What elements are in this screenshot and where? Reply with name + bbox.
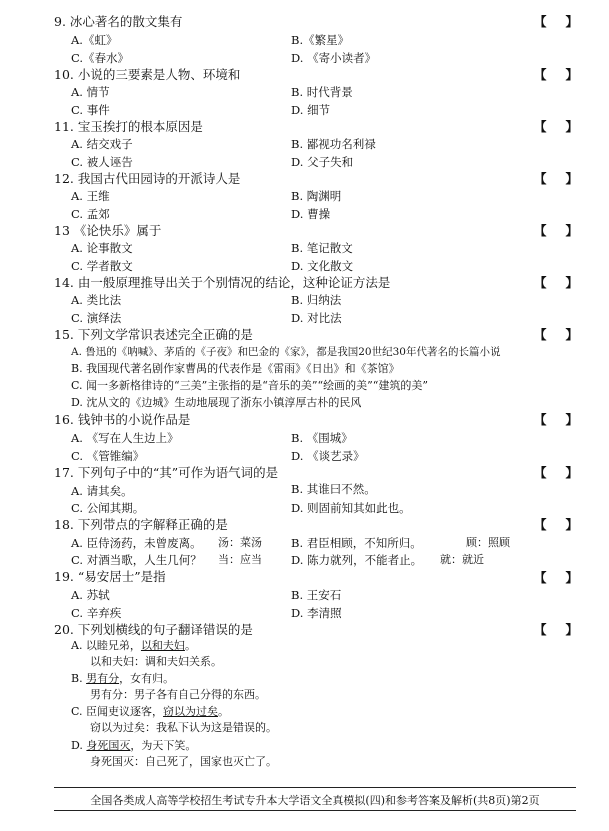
answer-bracket-11[interactable]: 【 】	[534, 119, 578, 134]
q12-option-b: B. 陶渊明	[291, 189, 342, 203]
q15-option-a: A. 鲁迅的《呐喊》、茅盾的《子夜》和巴金的《家》，都是我国20世纪30年代著名的长篇小说	[71, 346, 501, 358]
question-14-stem: 14. 由一般原理推导出关于个别情况的结论，这种论证方法是	[54, 275, 391, 290]
answer-bracket-18[interactable]: 【 】	[534, 517, 578, 532]
q20-option-a: A. 以睦兄弟，以和夫妇。	[71, 639, 196, 652]
q17-option-d: D. 则固前知其如此也。	[291, 501, 411, 515]
q17-option-c: C. 公闻其期。	[71, 501, 145, 515]
q20-translation-a: 以和夫妇：调和夫妇关系。	[90, 655, 222, 668]
q20-translation-c: 窃以为过矣：我私下认为这是错误的。	[90, 721, 277, 734]
q15-option-c: C. 闻一多新格律诗的“三美”主张指的是“音乐的美”“绘画的美”“建筑的美”	[71, 379, 429, 392]
question-20-stem: 20. 下列划横线的句子翻译错误的是	[54, 622, 253, 637]
q20-option-d: D. 身死国灭，为天下笑。	[71, 739, 197, 752]
q9-option-c: C.《春水》	[71, 51, 130, 65]
q17-option-b: B. 其谁曰不然。	[291, 482, 376, 496]
q10-option-c: C. 事件	[71, 103, 110, 117]
q19-option-d: D. 李清照	[291, 606, 342, 620]
question-17-stem: 17. 下列句子中的“其”可作为语气词的是	[54, 465, 279, 480]
q11-option-a: A. 结交戏子	[71, 137, 133, 151]
q20-translation-d: 身死国灭：自己死了，国家也灭亡了。	[90, 755, 277, 768]
answer-bracket-20[interactable]: 【 】	[534, 622, 578, 637]
q13-option-c: C. 学者散文	[71, 259, 133, 273]
q18-option-c: C. 对酒当歌，人生几何？	[71, 553, 202, 567]
q10-option-b: B. 时代背景	[291, 85, 353, 99]
q9-option-d: D. 《寄小读者》	[291, 51, 377, 65]
q19-option-b: B. 王安石	[291, 588, 342, 602]
q19-option-c: C. 辛弃疾	[71, 606, 122, 620]
q14-option-a: A. 类比法	[71, 293, 122, 307]
q20-translation-b: 男有分：男子各有自己分得的东西。	[90, 688, 266, 701]
answer-bracket-9[interactable]: 【 】	[534, 14, 578, 29]
q16-option-a: A. 《写在人生边上》	[71, 431, 179, 445]
footer-rule-top	[54, 787, 576, 788]
q12-option-c: C. 孟郊	[71, 207, 110, 221]
q10-option-d: D. 细节	[291, 103, 331, 117]
answer-bracket-10[interactable]: 【 】	[534, 67, 578, 82]
q19-option-a: A. 苏轼	[71, 588, 110, 602]
q18-option-d: D. 陈力就列，不能者止。	[291, 553, 423, 567]
q13-option-a: A. 论事散文	[71, 241, 133, 255]
q16-option-d: D. 《谈艺录》	[291, 449, 365, 463]
question-19-stem: 19. “易安居士”是指	[54, 569, 166, 584]
question-11-stem: 11. 宝玉挨打的根本原因是	[54, 119, 203, 134]
answer-bracket-12[interactable]: 【 】	[534, 171, 578, 186]
question-9-stem: 9. 冰心著名的散文集有	[54, 14, 183, 29]
answer-bracket-15[interactable]: 【 】	[534, 327, 578, 342]
q12-option-d: D. 曹操	[291, 207, 331, 221]
q20-a-underlined: 以和夫妇	[140, 639, 185, 652]
q9-option-b: B.《繁星》	[291, 33, 350, 47]
q15-option-b: B. 我国现代著名剧作家曹禺的代表作是《雷雨》《日出》和《茶馆》	[71, 362, 400, 375]
answer-bracket-16[interactable]: 【 】	[534, 412, 578, 427]
answer-bracket-14[interactable]: 【 】	[534, 275, 578, 290]
q17-option-a: A. 请其矣。	[71, 484, 133, 498]
q11-option-c: C. 被人诬告	[71, 155, 133, 169]
q13-option-d: D. 文化散文	[291, 259, 354, 273]
question-10-stem: 10. 小说的三要素是人物、环境和	[54, 67, 241, 82]
q16-option-b: B. 《围城》	[291, 431, 353, 445]
q12-option-a: A. 王维	[71, 189, 110, 203]
q10-option-a: A. 情节	[71, 85, 110, 99]
footer-rule-bottom	[54, 810, 576, 811]
q14-option-b: B. 归纳法	[291, 293, 342, 307]
q18-gloss-a: 汤：菜汤	[218, 536, 262, 549]
q9-option-a: A.《虹》	[71, 33, 118, 47]
q16-option-c: C. 《管锥编》	[71, 449, 145, 463]
question-16-stem: 16. 钱钟书的小说作品是	[54, 412, 191, 427]
question-12-stem: 12. 我国古代田园诗的开派诗人是	[54, 171, 241, 186]
q20-d-underlined: 身死国灭	[86, 739, 131, 752]
answer-bracket-19[interactable]: 【 】	[534, 570, 578, 585]
answer-bracket-17[interactable]: 【 】	[534, 465, 578, 480]
q20-b-underlined: 男有分	[86, 672, 120, 685]
q14-option-d: D. 对比法	[291, 311, 342, 325]
q20-option-b: B. 男有分，女有归。	[71, 672, 175, 685]
q18-gloss-c: 当：应当	[218, 553, 262, 566]
q18-gloss-d: 就：就近	[440, 553, 484, 566]
q13-option-b: B. 笔记散文	[291, 241, 353, 255]
q18-gloss-b: 顾：照顾	[466, 536, 510, 549]
q11-option-b: B. 鄙视功名利禄	[291, 137, 376, 151]
q20-option-c: C. 臣闻吏议逐客，窃以为过矣。	[71, 705, 230, 718]
q14-option-c: C. 演绎法	[71, 311, 122, 325]
q20-c-underlined: 窃以为过矣	[163, 705, 219, 718]
q11-option-d: D. 父子失和	[291, 155, 354, 169]
answer-bracket-13[interactable]: 【 】	[534, 223, 578, 238]
q18-option-a: A. 臣侍汤药，未曾废离。	[71, 536, 202, 550]
q18-option-b: B. 君臣相顾，不知所归。	[291, 536, 422, 550]
question-13-stem: 13 《论快乐》属于	[54, 223, 162, 238]
page-footer: 全国各类成人高等学校招生考试专升本大学语文全真模拟(四)和参考答案及解析(共8页)第2页	[90, 794, 540, 807]
question-15-stem: 15. 下列文学常识表述完全正确的是	[54, 327, 253, 342]
question-18-stem: 18. 下列带点的字解释正确的是	[54, 517, 228, 532]
q15-option-d: D. 沈从文的《边城》生动地展现了浙东小镇淳厚古朴的民风	[71, 396, 362, 409]
